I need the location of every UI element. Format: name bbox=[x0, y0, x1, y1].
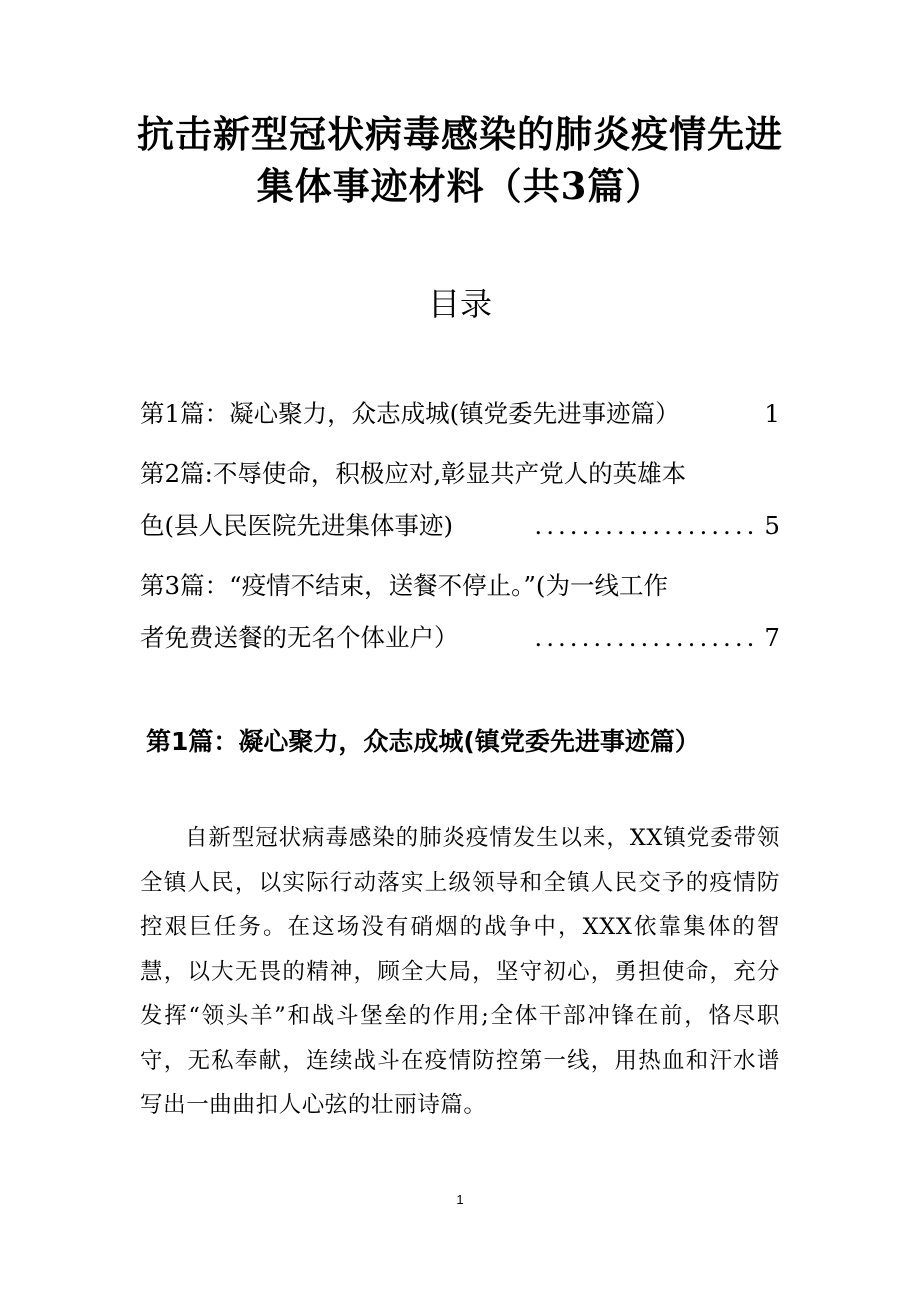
toc-entry-1-title: 第1篇：凝心聚力，众志成城(镇党委先进事迹篇） bbox=[140, 399, 680, 428]
document-title-line-1: 抗击新型冠状病毒感染的肺炎疫情先进 bbox=[137, 112, 783, 156]
toc-entry-2[interactable] bbox=[140, 448, 780, 552]
toc-entry-2-line-2 bbox=[140, 500, 780, 552]
toc-leader-3: ................... bbox=[534, 623, 759, 652]
toc-entry-3-line-2 bbox=[140, 612, 780, 664]
toc-heading: 目录 bbox=[427, 285, 492, 323]
toc-leader-2: ................... bbox=[534, 511, 759, 540]
toc-entry-2-title-line-1: 第2篇:不辱使命，积极应对,彰显共产党人的英雄本 bbox=[140, 459, 687, 488]
table-of-contents bbox=[140, 388, 780, 672]
toc-entry-3-line-1 bbox=[140, 560, 780, 612]
toc-entry-2-title-line-2: 色(县人民医院先进集体事迹) bbox=[140, 511, 454, 540]
toc-entry-1-page: 1 bbox=[764, 399, 780, 428]
toc-entry-1[interactable] bbox=[140, 388, 780, 440]
toc-entry-2-page: 5 bbox=[764, 511, 780, 540]
toc-leader-1 bbox=[680, 388, 761, 440]
toc-entry-3-page: 7 bbox=[764, 623, 780, 652]
page-number: 1 bbox=[456, 1192, 464, 1207]
document-title-line-2: 集体事迹材料（共3篇） bbox=[256, 164, 664, 208]
document-title bbox=[60, 108, 860, 212]
toc-entry-3-title-line-2: 者免费送餐的无名个体业户） bbox=[140, 623, 459, 652]
section-heading: 第1篇：凝心聚力，众志成城(镇党委先进事迹篇） bbox=[146, 727, 700, 756]
toc-entry-3[interactable] bbox=[140, 560, 780, 664]
toc-entry-2-line-1 bbox=[140, 448, 780, 500]
toc-entry-1-line bbox=[140, 388, 780, 440]
body-paragraph: 自新型冠状病毒感染的肺炎疫情发生以来，XX镇党委带领全镇人民，以实际行动落实上级领导和全镇人民交予的疫情防控艰巨任务。在这场没有硝烟的战争中，XXX依靠集体的智慧，以大无畏的精神，顾全大局，坚守初心，勇担使命，充分发挥“领头羊”和战斗堡垒的作用;全体干部冲锋在前，恪尽职守，无私奉献，连续战斗在疫情防控第一线，用热血和汗水谱写出一曲曲扣人心弦的壮丽诗篇。 bbox=[140, 825, 780, 1118]
toc-entry-3-title-line-1: 第3篇：“疫情不结束，送餐不停止。”(为一线工作 bbox=[140, 571, 668, 600]
